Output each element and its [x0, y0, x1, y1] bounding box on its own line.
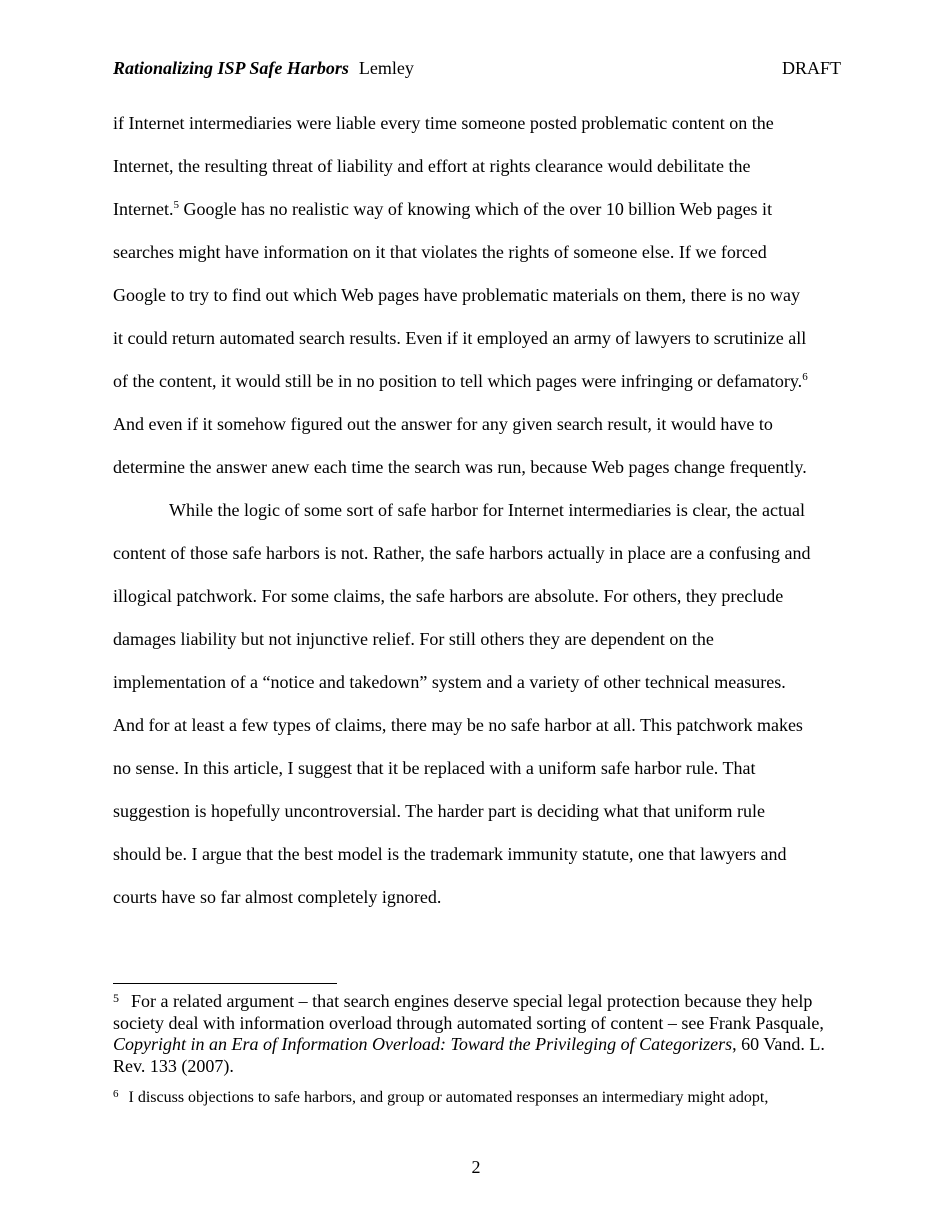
text-line — [113, 360, 841, 403]
footnote-separator — [113, 983, 337, 984]
body-text — [113, 102, 841, 919]
author-name: Lemley — [358, 58, 414, 78]
footnote-mark: 6 — [113, 1088, 119, 1100]
footnote-5 — [113, 991, 843, 1077]
text-line: damages liability but not injunctive relief. For still others they are dependent on the — [113, 629, 714, 649]
text-line: Internet, the resulting threat of liability and effort at rights clearance would debilitate the — [113, 156, 751, 176]
text-line: While the logic of some sort of safe harbor for Internet intermediaries is clear, the actual — [169, 500, 806, 520]
footnote-text: I discuss objections to safe harbors, and group or automated responses an intermediary might adopt, — [128, 1089, 769, 1106]
footnote-mark: 5 — [113, 991, 119, 1005]
footnote-6 — [113, 1087, 843, 1108]
footnote-ref-5[interactable]: 5 — [173, 199, 179, 211]
cited-article-title: Copyright in an Era of Information Overload: Toward the Privileging of Categorizers — [113, 1034, 733, 1054]
paragraph-2 — [113, 489, 841, 919]
text-line: if Internet intermediaries were liable every time someone posted problematic content on the — [113, 113, 774, 133]
article-title: Rationalizing ISP Safe Harbors — [113, 58, 349, 78]
text-line: no sense. In this article, I suggest that it be replaced with a uniform safe harbor rule. That — [113, 758, 756, 778]
text-run: of the content, it would still be in no position to tell which pages were infringing or defamatory. — [113, 371, 803, 391]
text-run: Internet. — [113, 199, 174, 219]
text-line: searches might have information on it that violates the rights of someone else. If we forced — [113, 242, 767, 262]
text-line: illogical patchwork. For some claims, the safe harbors are absolute. For others, they preclude — [113, 586, 784, 606]
running-header — [113, 56, 841, 80]
draft-label: DRAFT — [781, 58, 841, 78]
text-line: courts have so far almost completely ignored. — [113, 887, 442, 907]
paragraph-1 — [113, 102, 841, 489]
text-line: suggestion is hopefully uncontroversial. The harder part is deciding what that uniform rule — [113, 801, 766, 821]
text-line: implementation of a “notice and takedown” system and a variety of other technical measures. — [113, 672, 786, 692]
text-line: Google to try to find out which Web pages have problematic materials on them, there is no way — [113, 285, 801, 305]
footnote-text: , 60 Vand. L. Rev. 133 (2007). — [113, 1034, 825, 1076]
page-number: 2 — [471, 1157, 481, 1177]
footnote-ref-6[interactable]: 6 — [802, 371, 808, 383]
text-line: it could return automated search results. Even if it employed an army of lawyers to scrutinize all — [113, 328, 807, 348]
text-line: determine the answer anew each time the search was run, because Web pages change frequently. — [113, 457, 807, 477]
footnote-text: For a related argument – that search engines deserve special legal protection because they help society deal with information overload through automated sorting of content – see Frank Pasquale, — [113, 991, 824, 1033]
text-line: should be. I argue that the best model is the trademark immunity statute, one that lawyers and — [113, 844, 787, 864]
text-line: And even if it somehow figured out the answer for any given search result, it would have to — [113, 414, 773, 434]
text-line: And for at least a few types of claims, there may be no safe harbor at all. This patchwork makes — [113, 715, 803, 735]
text-run: Google has no realistic way of knowing which of the over 10 billion Web pages it — [178, 199, 773, 219]
text-line — [113, 188, 841, 231]
text-line: content of those safe harbors is not. Rather, the safe harbors actually in place are a confusing and — [113, 543, 811, 563]
